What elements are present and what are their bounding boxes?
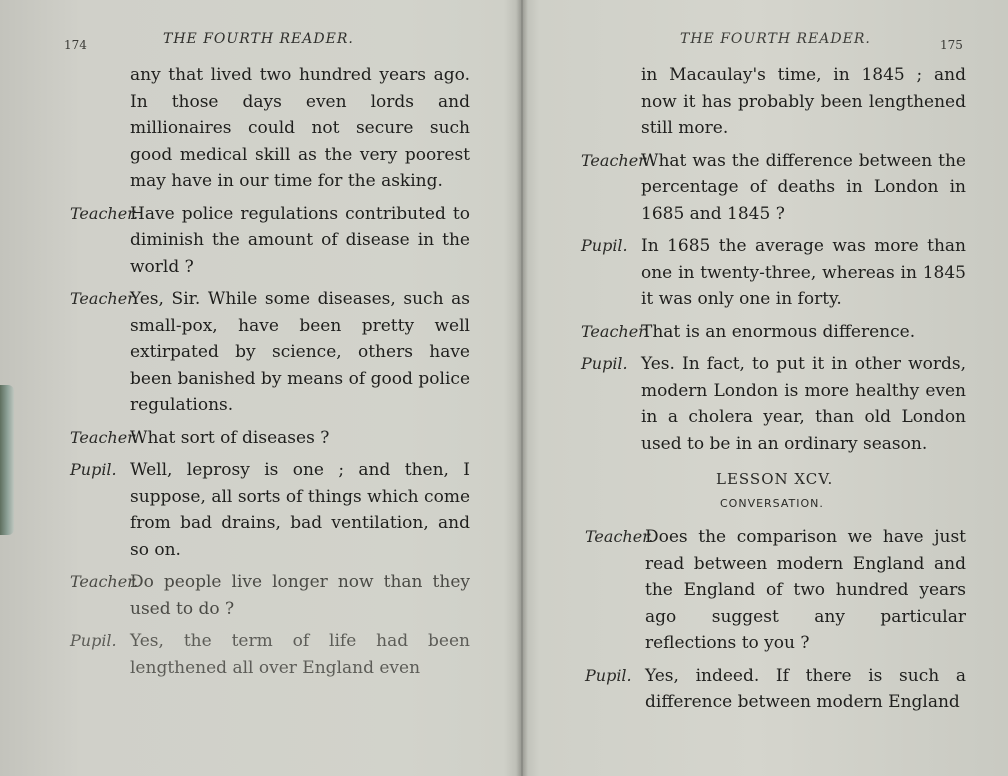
right-page xyxy=(526,0,1008,776)
dialogue-line xyxy=(70,286,470,419)
speaker-label: Teacher. xyxy=(70,289,139,308)
speech-text: In 1685 the average was more than one in twenty-three, whereas in 1845 it was only one in forty. xyxy=(641,236,966,309)
speaker-label: Teacher. xyxy=(70,427,139,447)
continuation-text: any that lived two hundred years ago. In those days even lords and millionaires could not secure such good medical skill as the very poorest may have in our time for the asking. xyxy=(130,65,470,191)
speaker-label: Pupil. xyxy=(585,665,632,685)
speaker-label: Pupil. xyxy=(581,354,628,373)
running-head-right: THE FOURTH READER. xyxy=(680,31,871,47)
dialogue-line xyxy=(70,425,470,452)
dialogue-line xyxy=(70,628,470,681)
speech-text: Yes, indeed. If there is such a difference between modern England xyxy=(645,665,966,712)
right-text-block xyxy=(581,62,966,463)
dialogue-line xyxy=(581,351,966,457)
speaker-label: Teacher. xyxy=(585,527,654,546)
left-continuation-paragraph xyxy=(70,62,470,195)
speech-text: That is an enormous difference. xyxy=(641,321,916,342)
speaker-label: Teacher. xyxy=(70,572,139,591)
speaker-label: Pupil. xyxy=(581,236,628,255)
speaker-label: Pupil. xyxy=(70,631,117,650)
speech-text: Yes, the term of life had been lengthened all over England even xyxy=(130,631,470,678)
dialogue-line xyxy=(585,663,966,716)
speech-text: Have police regulations contributed to diminish the amount of disease in the world ? xyxy=(130,203,470,277)
speaker-label: Teacher. xyxy=(70,203,139,223)
speech-text: What was the difference between the percentage of deaths in London in 1685 and 1845 ? xyxy=(641,150,966,224)
speech-text: Yes, Sir. While some diseases, such as small-pox, have been pretty well extirpated by science, others have been banished by means of good police regulations. xyxy=(130,289,470,415)
dialogue-line xyxy=(581,319,966,346)
speaker-label: Pupil. xyxy=(70,460,117,479)
page-number-right: 175 xyxy=(940,38,963,52)
lesson-subtitle: CONVERSATION. xyxy=(720,497,824,510)
speaker-label: Teacher. xyxy=(581,321,650,341)
dialogue-line xyxy=(70,569,470,622)
dialogue-line xyxy=(581,148,966,228)
dialogue-line xyxy=(585,524,966,657)
speech-text: Yes. In fact, to put it in other words, modern London is more healthy even in a cholera year, than old London used to be in an ordinary season. xyxy=(641,354,966,454)
dialogue-line xyxy=(581,233,966,313)
running-head-left: THE FOURTH READER. xyxy=(163,31,354,47)
right-continuation-paragraph xyxy=(581,62,966,142)
dialogue-line xyxy=(70,201,470,281)
continuation-text: in Macaulay's time, in 1845 ; and now it has probably been lengthened still more. xyxy=(641,65,966,138)
speech-text: Well, leprosy is one ; and then, I suppose, all sorts of things which come from bad drains, bad ventilation, and so on. xyxy=(130,460,470,560)
dialogue-line xyxy=(70,457,470,563)
speaker-label: Teacher. xyxy=(581,150,650,170)
speech-text: Do people live longer now than they used to do ? xyxy=(130,572,470,619)
left-text-block xyxy=(70,62,470,687)
speech-text: Does the comparison we have just read between modern England and the England of two hundred years ago suggest any particular reflections to you ? xyxy=(645,527,966,653)
speech-text: What sort of diseases ? xyxy=(130,427,330,448)
lesson-text-block xyxy=(585,524,966,722)
lesson-title: LESSON XCV. xyxy=(716,470,834,488)
page-number-left: 174 xyxy=(64,38,87,52)
